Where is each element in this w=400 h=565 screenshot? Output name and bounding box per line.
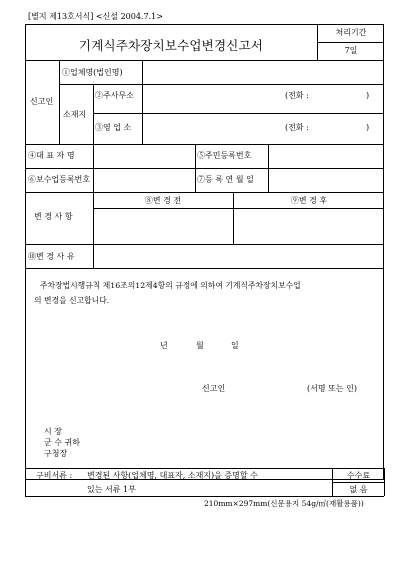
signature-field[interactable]	[235, 380, 303, 396]
registration-number-field[interactable]	[94, 169, 194, 191]
after-change-label: ⑨변 경 후	[290, 196, 328, 205]
business-office-address-field[interactable]	[143, 114, 273, 143]
registration-date-field[interactable]	[269, 169, 383, 191]
main-office-label: ②주사무소	[95, 91, 134, 100]
before-change-label: ⑧변 경 전	[144, 196, 182, 205]
registration-number-label: ⑥보수업등록번호	[28, 175, 91, 184]
addressee-county-head: 군 수 귀하	[44, 438, 80, 447]
form-number-note: [별지 제13호서식] <신설 2004.7.1>	[28, 12, 163, 21]
main-office-phone-field[interactable]	[318, 86, 364, 106]
date-day-label: 일	[231, 341, 239, 350]
paper-spec-note: 210mm×297mm(신문용지 54g/㎡(재활용품))	[204, 499, 364, 508]
business-office-phone-close: )	[366, 123, 370, 132]
representative-label: ④대 표 자 명	[28, 151, 75, 160]
location-label: 소재지	[63, 110, 87, 119]
form-title: 기계식주차장치보수업변경신고서	[78, 38, 264, 53]
statement-line-1: 주차장법시행규칙 제16조의12제4항의 규정에 의하여 기계식주차장치보수업	[40, 281, 301, 290]
documents-text-line-1: 변경된 사항(업체명, 대표자, 소재지)을 증명할 수	[87, 471, 258, 480]
documents-text-line-2: 있는 서류 1부	[87, 485, 136, 494]
business-office-phone-field[interactable]	[318, 116, 364, 140]
addressee-mayor: 시 장	[44, 427, 62, 436]
documents-label: 구비서류 :	[36, 471, 73, 480]
fee-value: 없 음	[349, 485, 368, 494]
date-year-label: 년	[160, 341, 168, 350]
after-change-field[interactable]	[234, 209, 383, 243]
main-office-address-field[interactable]	[143, 85, 273, 109]
before-change-field[interactable]	[94, 209, 232, 243]
processing-period-value: 7일	[344, 46, 358, 55]
resident-number-field[interactable]	[269, 145, 383, 167]
main-office-phone-close: )	[366, 91, 370, 100]
business-office-phone-label: (전화 :	[285, 123, 309, 132]
processing-period-label: 처리기간	[335, 28, 367, 37]
signature-note: (서명 또는 인)	[307, 384, 357, 393]
representative-field[interactable]	[94, 145, 194, 167]
changes-section-label: 변 경 사 항	[34, 212, 73, 221]
change-reason-field[interactable]	[94, 245, 383, 267]
date-month-label: 월	[196, 341, 204, 350]
main-office-phone-label: (전화 :	[285, 91, 309, 100]
addressee-district-head: 구청장	[44, 449, 68, 458]
registration-date-label: ⑦등 록 연 월 일	[197, 175, 254, 184]
company-name-field[interactable]	[143, 61, 383, 83]
statement-line-2: 의 변경을 신고합니다.	[34, 296, 110, 305]
change-reason-label: ⑩변 경 사 유	[28, 252, 75, 261]
resident-number-label: ⑤주민등록번호	[197, 151, 252, 160]
signature-label: 신고인	[202, 384, 226, 393]
company-name-label: ①업체명(법인명)	[62, 68, 123, 77]
reporter-section-label: 신고인	[30, 97, 54, 106]
fee-label: 수수료	[346, 471, 371, 480]
business-office-label: ③영 업 소	[95, 123, 132, 132]
